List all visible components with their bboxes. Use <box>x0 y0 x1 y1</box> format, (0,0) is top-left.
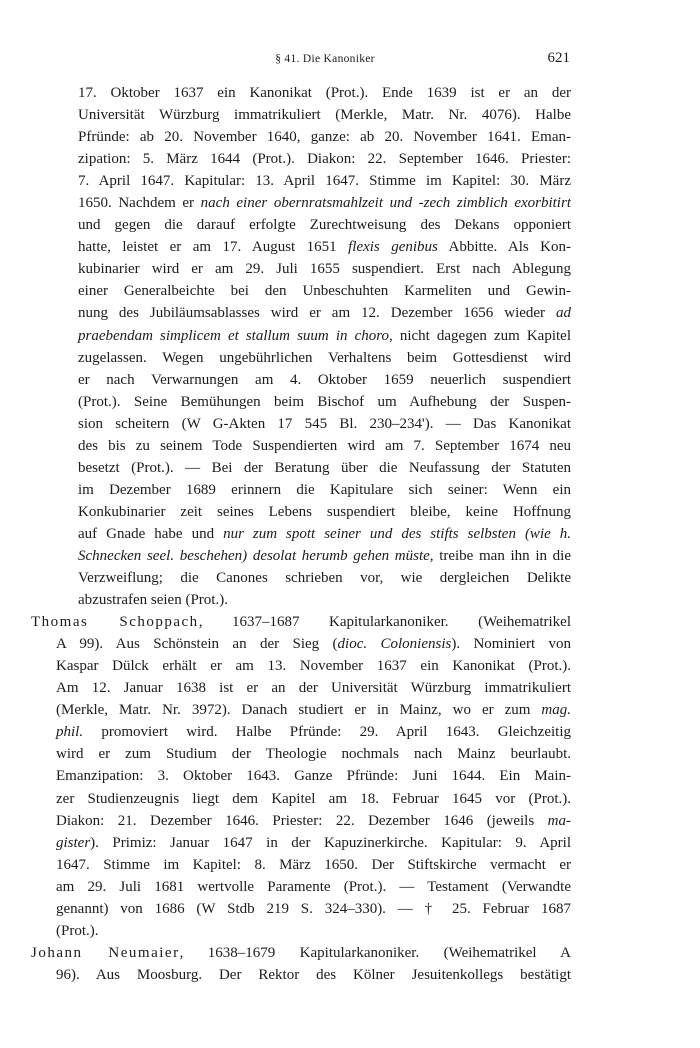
text-segment: er nach Verwarnungen am 4. Oktober 1659 neuerlich suspendiert <box>78 371 571 388</box>
text-segment: Pfründe: ab 20. November 1640, ganze: ab 20. November 1641. Eman- <box>78 129 571 146</box>
text-line <box>31 347 571 369</box>
text-line <box>31 126 571 148</box>
italic-phrase: ad <box>556 305 571 322</box>
text-line <box>31 258 571 280</box>
text-line <box>31 920 571 942</box>
text-line <box>31 523 571 545</box>
entry-name: Johann Neumaier <box>31 944 180 961</box>
text-line <box>31 611 571 633</box>
text-segment: Diakon: 21. Dezember 1646. Priester: 22. Dezember 1646 (jeweils <box>56 812 548 829</box>
text-line <box>31 876 571 898</box>
text-segment: zer Studienzeugnis liegt dem Kapitel am 18. Februar 1645 vor (Prot.). <box>56 790 571 807</box>
text-segment: , nicht dagegen zum Kapitel <box>389 327 571 344</box>
text-line <box>31 677 571 699</box>
text-segment: und gegen die darauf erfolgte Zurechtweisung des Dekans opponiert <box>78 217 571 234</box>
italic-phrase: dioc. Coloniensis <box>337 636 452 653</box>
text-line <box>31 214 571 236</box>
text-segment: am 29. Juli 1681 wertvolle Paramente (Prot.). — Testament (Verwandte <box>56 878 571 895</box>
italic-phrase: Schnecken seel. beschehen) desolat herumb gehen müste <box>78 547 430 564</box>
text-segment: im Dezember 1689 erinnern die Kapitulare sich seiner: Wenn ein <box>78 481 571 498</box>
text-line <box>31 280 571 302</box>
text-line <box>31 302 571 324</box>
text-line <box>31 788 571 810</box>
text-segment: , 1638–1679 Kapitularkanoniker. (Weihematrikel A <box>179 944 571 961</box>
text-segment: zipation: 5. März 1644 (Prot.). Diakon: 22. September 1646. Priester: <box>78 151 571 168</box>
text-line <box>31 435 571 457</box>
text-segment: promoviert wird. Halbe Pfründe: 29. April 1643. Gleichzeitig <box>83 724 571 741</box>
text-segment: (Merkle, Matr. Nr. 3972). Danach studiert er in Mainz, wo er zum <box>56 702 542 719</box>
text-line <box>31 743 571 765</box>
italic-phrase: nur zum spott seiner und des stifts selbsten (wie h. <box>223 525 571 542</box>
text-line <box>31 192 571 214</box>
text-segment: Konkubinarier zeit seines Lebens suspendiert bleibe, keine Hoffnung <box>78 503 571 520</box>
italic-phrase: ma- <box>547 812 571 829</box>
text-segment: genannt) von 1686 (W Stdb 219 S. 324–330). — † 25. Februar 1687 <box>56 900 571 917</box>
running-head: § 41. Die Kanoniker <box>275 53 375 65</box>
page-header <box>80 50 570 74</box>
text-line <box>31 413 571 435</box>
italic-phrase: phil. <box>56 724 84 741</box>
text-segment: , treibe man ihn in die <box>429 547 571 564</box>
body-text <box>31 82 571 986</box>
text-line <box>31 567 571 589</box>
text-segment: des bis zu seinem Tode Suspendierten wird am 7. September 1674 neu <box>78 437 571 454</box>
text-line <box>31 699 571 721</box>
text-line <box>31 721 571 743</box>
text-segment: sion scheitern (W G-Akten 17 545 Bl. 230–234'). — Das Kanonikat <box>78 415 571 432</box>
text-line <box>31 148 571 170</box>
text-line <box>31 832 571 854</box>
text-segment: 1647. Stimme im Kapitel: 8. März 1650. Der Stiftskirche vermacht er <box>56 856 571 873</box>
text-segment: 17. Oktober 1637 ein Kanonikat (Prot.). Ende 1639 ist er an der <box>78 85 571 101</box>
text-line <box>31 765 571 787</box>
text-segment: kubinarier wird er am 29. Juli 1655 suspendiert. Erst nach Ablegung <box>78 261 571 278</box>
text-line <box>31 479 571 501</box>
text-line <box>31 369 571 391</box>
text-segment: Emanzipation: 3. Oktober 1643. Ganze Pfründe: Juni 1644. Ein Main- <box>56 768 571 785</box>
text-line <box>31 501 571 523</box>
text-segment: wird er zum Studium der Theologie nochmals nach Mainz beurlaubt. <box>56 746 571 763</box>
text-segment: abzustrafen seien (Prot.). <box>78 592 228 609</box>
text-segment: 7. April 1647. Kapitular: 13. April 1647. Stimme im Kapitel: 30. März <box>78 173 571 190</box>
text-line <box>31 854 571 876</box>
text-line <box>31 633 571 655</box>
italic-phrase: nach einer obernratsmahlzeit und -zech zimblich exorbitirt <box>200 195 571 212</box>
page-number: 621 <box>547 50 570 66</box>
text-segment: 1650. Nachdem er <box>78 195 201 212</box>
italic-phrase: flexis genibus <box>348 239 438 256</box>
text-segment: (Prot.). Seine Bemühungen beim Bischof um Aufhebung der Suspen- <box>78 393 571 410</box>
text-line <box>31 457 571 479</box>
text-segment: Universität Würzburg immatrikuliert (Merkle, Matr. Nr. 4076). Halbe <box>78 107 571 124</box>
text-line <box>31 236 571 258</box>
text-segment: hatte, leistet er am 17. August 1651 <box>78 239 349 256</box>
text-segment: Am 12. Januar 1638 ist er an der Universität Würzburg immatrikuliert <box>56 680 571 697</box>
text-segment: (Prot.). <box>56 922 99 939</box>
text-line <box>31 104 571 126</box>
text-line <box>31 655 571 677</box>
text-segment: ). Nominiert von <box>451 636 571 653</box>
text-line <box>31 898 571 920</box>
text-line <box>31 325 571 347</box>
text-segment: Verzweiflung; die Canones schrieben vor, wie dergleichen Delikte <box>78 570 571 587</box>
text-segment: ). Primiz: Januar 1647 in der Kapuzinerkirche. Kapitular: 9. April <box>90 834 571 851</box>
text-segment: 96). Aus Moosburg. Der Rektor des Kölner Jesuitenkollegs bestätigt <box>56 966 571 983</box>
text-line <box>31 170 571 192</box>
text-segment: auf Gnade habe und <box>78 525 224 542</box>
text-line <box>31 589 571 611</box>
text-line <box>31 942 571 964</box>
text-line <box>31 964 571 986</box>
italic-phrase: gister <box>56 834 91 851</box>
text-segment: A 99). Aus Schönstein an der Sieg ( <box>56 636 338 653</box>
text-line <box>31 810 571 832</box>
text-segment: Kaspar Dülck erhält er am 13. November 1637 ein Kanonikat (Prot.). <box>56 658 571 675</box>
text-line <box>31 82 571 104</box>
text-segment: einer Generalbeichte bei den Unbeschuhten Karmeliten und Gewin- <box>78 283 571 300</box>
text-segment: Abbitte. Als Kon- <box>437 239 571 256</box>
text-segment: zugelassen. Wegen ungebührlichen Verhaltens beim Gottesdienst wird <box>78 349 571 366</box>
text-segment: besetzt (Prot.). — Bei der Beratung über die Neufassung der Statuten <box>78 459 571 476</box>
text-line <box>31 545 571 567</box>
entry-name: Thomas Schoppach <box>31 614 199 631</box>
text-line <box>31 391 571 413</box>
text-segment: nung des Jubiläumsablasses wird er am 12. Dezember 1656 wieder <box>78 305 556 322</box>
italic-phrase: mag. <box>541 702 571 719</box>
text-segment: , 1637–1687 Kapitularkanoniker. (Weihematrikel <box>198 614 571 631</box>
italic-phrase: praebendam simplicem et stallum suum in choro <box>78 327 390 344</box>
